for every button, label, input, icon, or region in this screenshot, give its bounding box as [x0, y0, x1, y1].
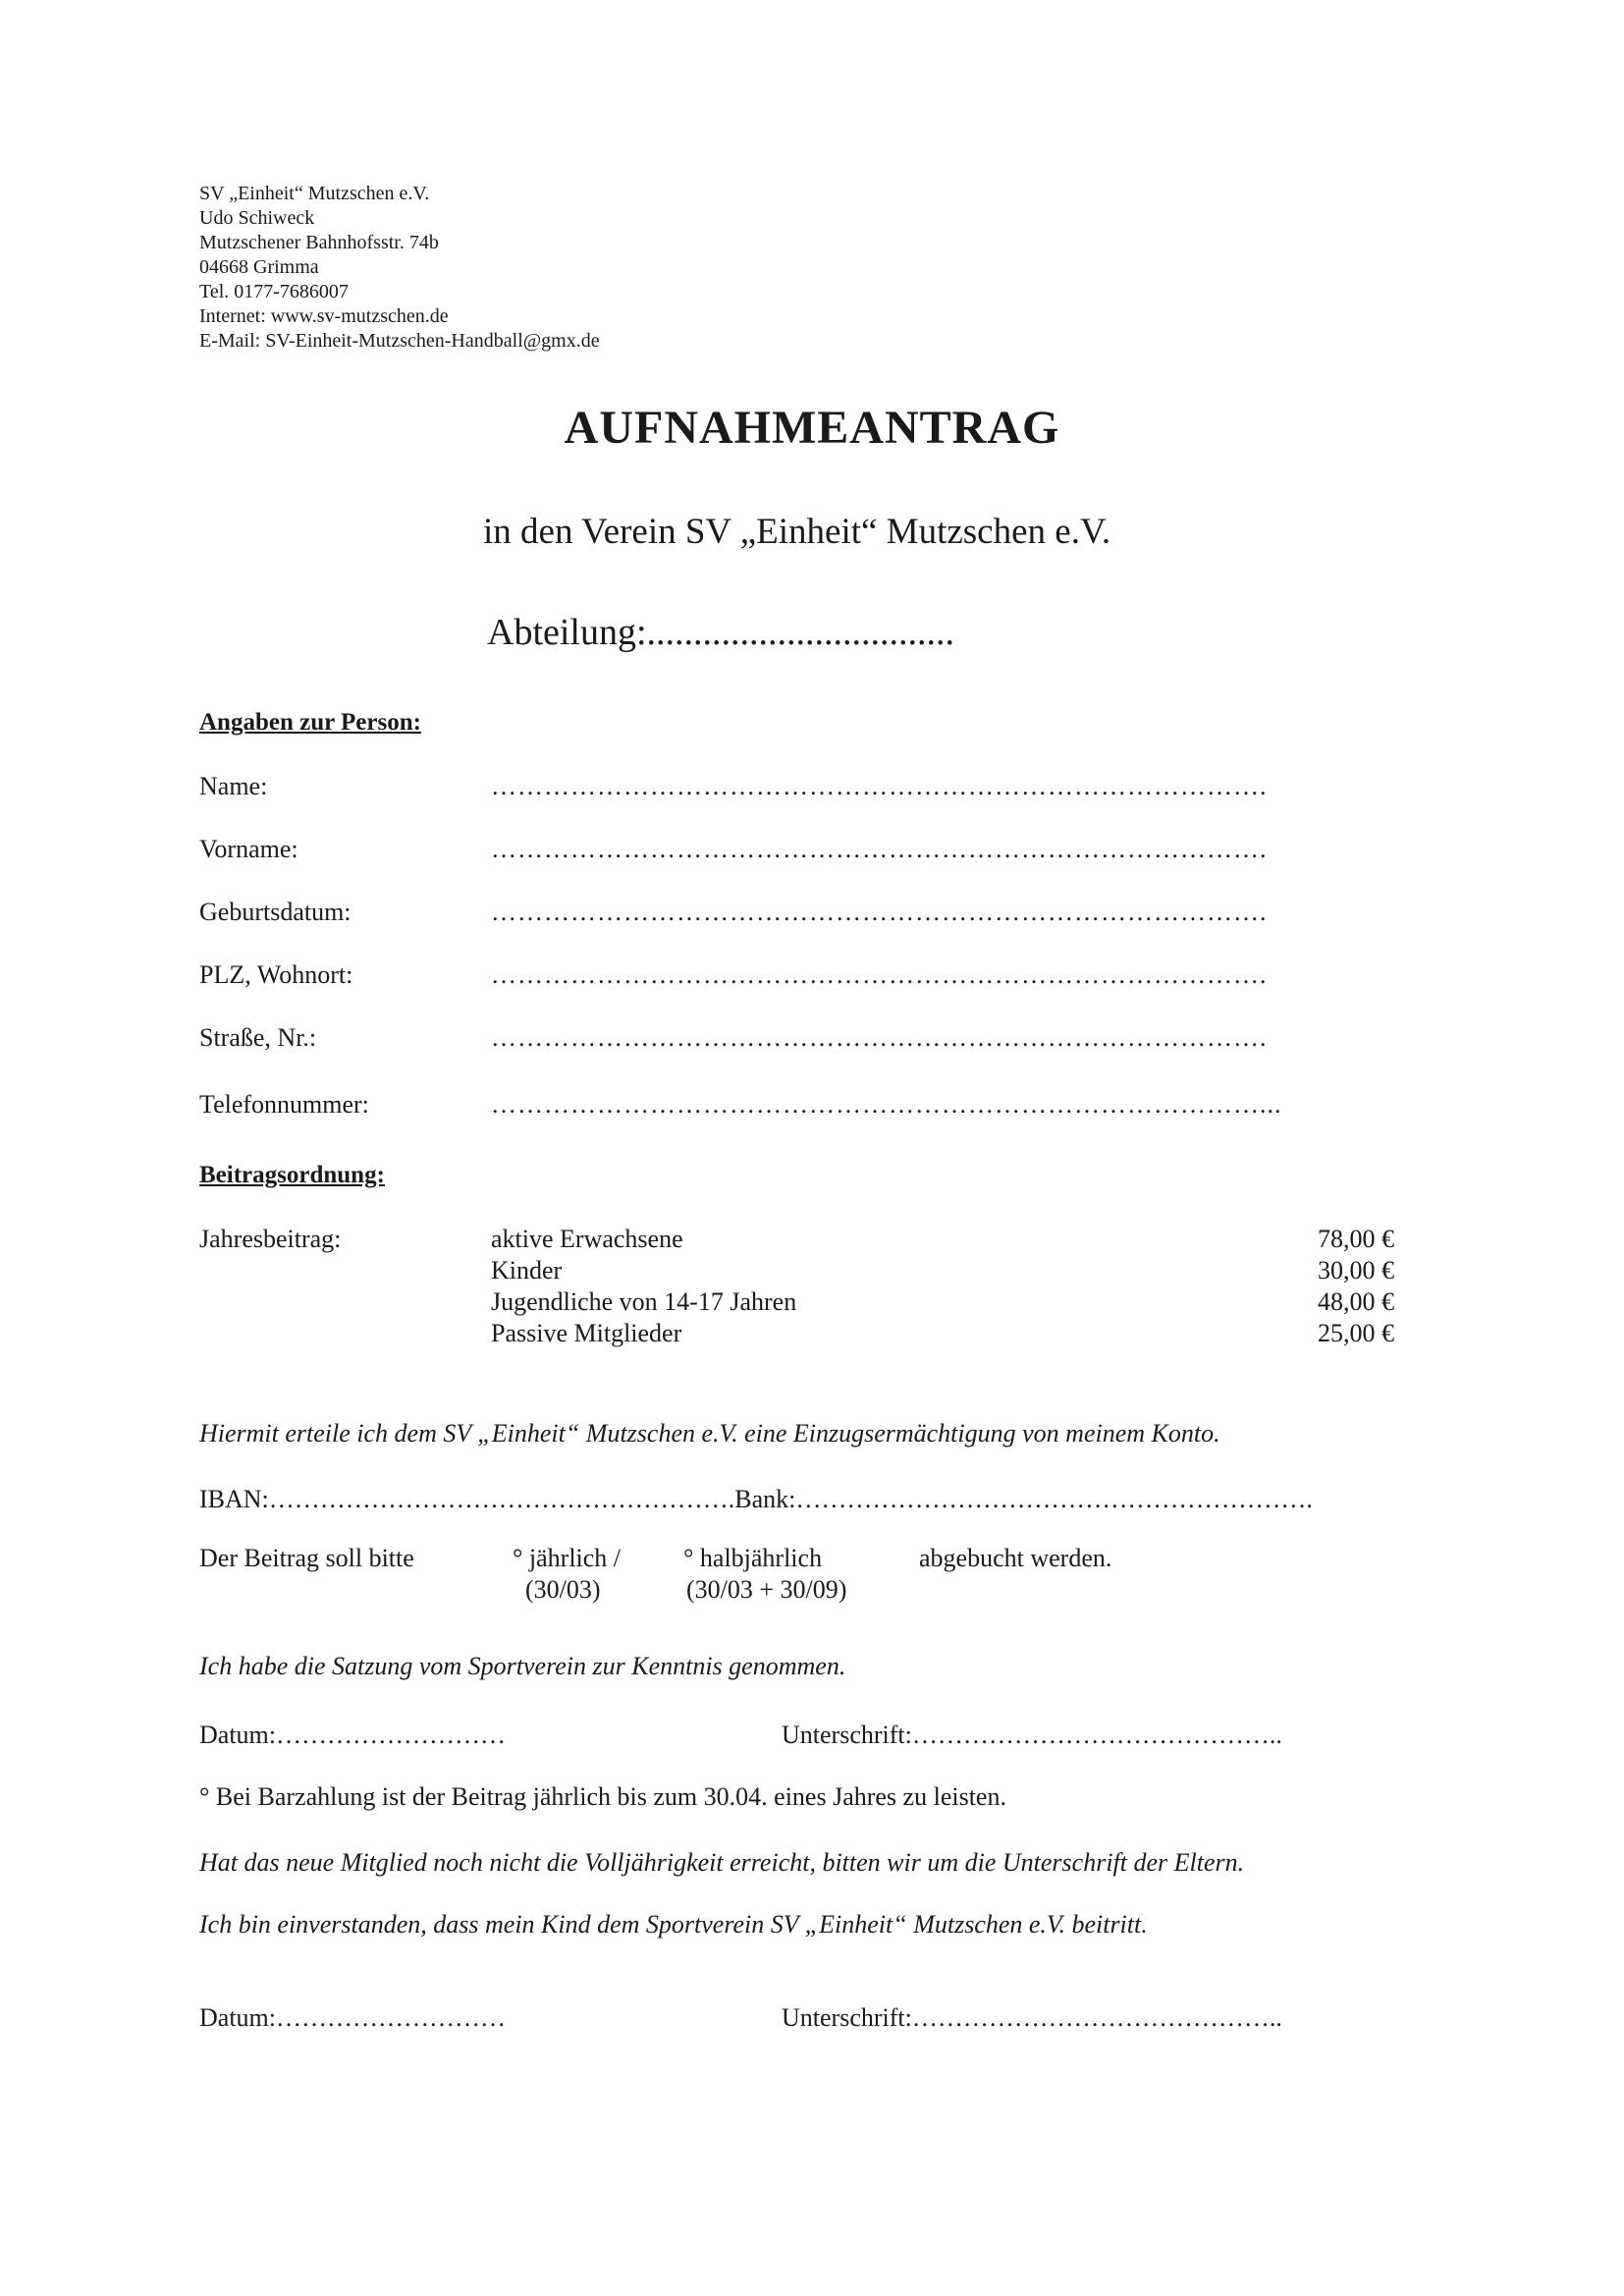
payment-lead: Der Beitrag soll bitte [199, 1544, 414, 1572]
fee-name-children: Kinder [491, 1256, 563, 1285]
minor-note: Hat das neue Mitglied noch nicht die Volljährigkeit erreicht, bitten wir um die Unterschrift der Eltern. [199, 1848, 1245, 1877]
street-address: Mutzschener Bahnhofsstr. 74b [199, 232, 439, 253]
street-label: Straße, Nr.: [199, 1023, 317, 1052]
fee-name-passive: Passive Mitglieder [491, 1319, 682, 1347]
name-label: Name: [199, 772, 268, 800]
fee-amount-youth: 48,00 € [1318, 1287, 1394, 1316]
phone-field[interactable]: ……………………………………………………………………………... [491, 1090, 1282, 1119]
signature-field-1[interactable]: Unterschrift:…………………………………….. [782, 1721, 1282, 1749]
birthdate-label: Geburtsdatum: [199, 898, 352, 926]
firstname-field[interactable]: ……………………………………………………………………………. [491, 835, 1268, 863]
firstname-label: Vorname: [199, 835, 298, 863]
annual-fee-label: Jahresbeitrag: [199, 1225, 342, 1253]
date-field-1[interactable]: Datum:……………………… [199, 1721, 506, 1749]
iban-bank-field[interactable]: IBAN:……………………………………………….Bank:……………………………………………………. [199, 1485, 1313, 1513]
fee-name-youth: Jugendliche von 14-17 Jahren [491, 1287, 797, 1316]
cash-payment-note: ° Bei Barzahlung ist der Beitrag jährlich bis zum 30.04. eines Jahres zu leisten. [199, 1782, 1006, 1811]
city-label: PLZ, Wohnort: [199, 960, 353, 989]
direct-debit-statement: Hiermit erteile ich dem SV „Einheit“ Mutzschen e.V. eine Einzugsermächtigung von meinem Konto. [199, 1419, 1220, 1448]
club-name: SV „Einheit“ Mutzschen e.V. [199, 183, 430, 204]
fee-amount-adults: 78,00 € [1318, 1225, 1394, 1253]
fees-heading: Beitragsordnung: [199, 1162, 385, 1188]
option-annual[interactable]: ° jährlich / [513, 1544, 622, 1572]
name-field[interactable]: ……………………………………………………………………………. [491, 772, 1268, 800]
document-title: AUFNAHMEANTRAG [564, 402, 1060, 454]
option-annual-date: (30/03) [525, 1575, 601, 1604]
email: E-Mail: SV-Einheit-Mutzschen-Handball@gmx.de [199, 330, 600, 352]
person-heading: Angaben zur Person: [199, 709, 421, 736]
fee-amount-children: 30,00 € [1318, 1256, 1394, 1285]
city: 04668 Grimma [199, 256, 319, 278]
parent-consent: Ich bin einverstanden, dass mein Kind dem Sportverein SV „Einheit“ Mutzschen e.V. beitritt. [199, 1910, 1148, 1939]
payment-tail: abgebucht werden. [919, 1544, 1112, 1572]
city-field[interactable]: ……………………………………………………………………………. [491, 960, 1268, 989]
statute-acknowledgement: Ich habe die Satzung vom Sportverein zur Kenntnis genommen. [199, 1652, 846, 1680]
fee-name-adults: aktive Erwachsene [491, 1225, 683, 1253]
department-field[interactable]: Abteilung:................................. [487, 612, 955, 653]
contact-name: Udo Schiweck [199, 207, 315, 229]
option-semiannual[interactable]: ° halbjährlich [683, 1544, 823, 1572]
phone-label: Telefonnummer: [199, 1090, 369, 1119]
phone: Tel. 0177-7686007 [199, 281, 349, 302]
document-subtitle: in den Verein SV „Einheit“ Mutzschen e.V. [483, 512, 1111, 552]
date-field-2[interactable]: Datum:……………………… [199, 2003, 506, 2032]
option-semiannual-date: (30/03 + 30/09) [686, 1575, 847, 1604]
fee-amount-passive: 25,00 € [1318, 1319, 1394, 1347]
street-field[interactable]: ……………………………………………………………………………. [491, 1023, 1268, 1052]
signature-field-2[interactable]: Unterschrift:…………………………………….. [782, 2003, 1282, 2032]
website: Internet: www.sv-mutzschen.de [199, 305, 449, 327]
birthdate-field[interactable]: ……………………………………………………………………………. [491, 898, 1268, 926]
